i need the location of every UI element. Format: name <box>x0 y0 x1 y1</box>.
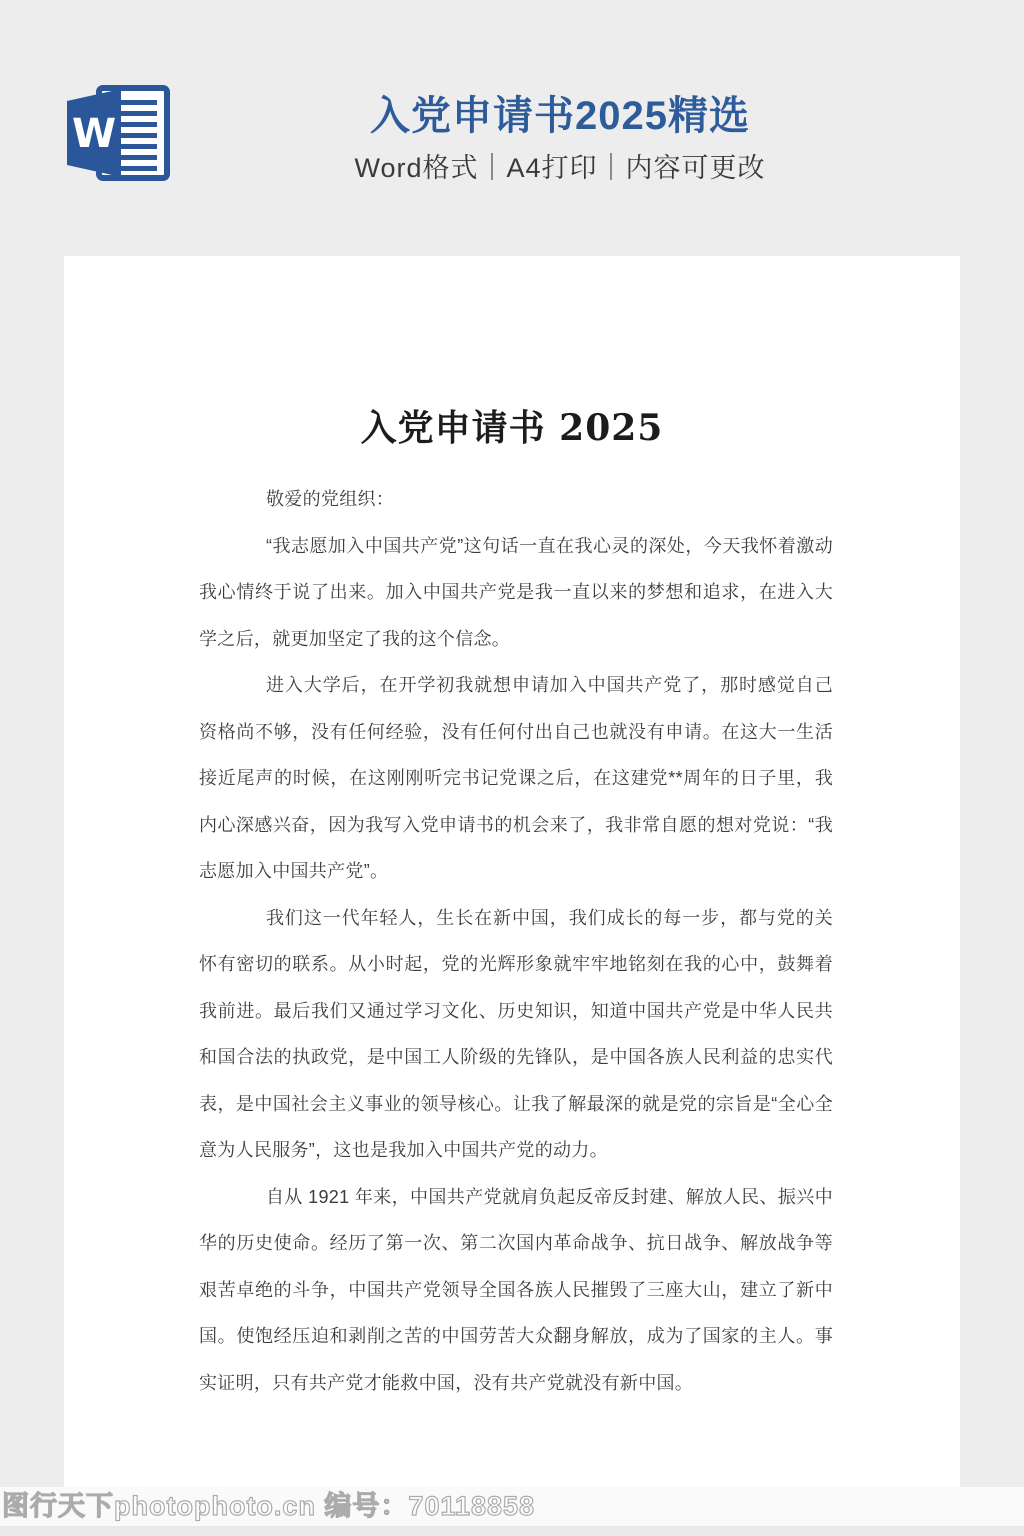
document-salutation: 敬爱的党组织： <box>266 489 395 509</box>
document-title: 入党申请书 2025 <box>360 407 664 449</box>
footer-strip <box>0 1487 1024 1526</box>
template-title: 入党申请书2025精选 <box>370 94 750 138</box>
document-body <box>199 476 833 1406</box>
watermark-text: 图行天下photophoto.cn 编号：70118858 <box>2 1491 536 1521</box>
template-subtitle: Word格式｜A4打印｜内容可更改 <box>354 153 766 183</box>
footer-bottom-edge <box>0 1526 1024 1536</box>
document-paragraph: 进入大学后，在开学初我就想申请加入中国共产党了，那时感觉自己资格尚不够，没有任何经验，没有任何付出自己也就没有申请。在这大一生活接近尾声的时候，在这刚刚听完书记党课之后，在这建党**周年的日子里，我内心深感兴奋，因为我写入党申请书的机会来了，我非常自愿的想对党说：“我志愿加入中国共产党”。 <box>199 675 833 881</box>
document-paragraph: “我志愿加入中国共产党”这句话一直在我心灵的深处，今天我怀着激动我心情终于说了出来。加入中国共产党是我一直以来的梦想和追求，在进入大学之后，就更加坚定了我的这个信念。 <box>199 535 833 649</box>
svg-text:W: W <box>71 111 117 157</box>
document-paragraph: 自从 1921 年来，中国共产党就肩负起反帝反封建、解放人民、振兴中华的历史使命。经历了第一次、第二次国内革命战争、抗日战争、解放战争等艰苦卓绝的斗争，中国共产党领导全国各族人民摧毁了三座大山，建立了新中国。使饱经压迫和剥削之苦的中国劳苦大众翻身解放，成为了国家的主人。事实证明，只有共产党才能救中国，没有共产党就没有新中国。 <box>199 1186 833 1393</box>
document-paragraph: 我们这一代年轻人，生长在新中国，我们成长的每一步，都与党的关怀有密切的联系。从小时起，党的光辉形象就牢牢地铭刻在我的心中，鼓舞着我前进。最后我们又通过学习文化、历史知识，知道中国共产党是中华人民共和国合法的执政党，是中国工人阶级的先锋队，是中国各族人民利益的忠实代表，是中国社会主义事业的领导核心。让我了解最深的就是党的宗旨是“全心全意为人民服务”，这也是我加入中国共产党的动力。 <box>199 907 833 1160</box>
header-text-block <box>96 92 1024 184</box>
header <box>0 0 1024 256</box>
document-page <box>64 256 960 1487</box>
